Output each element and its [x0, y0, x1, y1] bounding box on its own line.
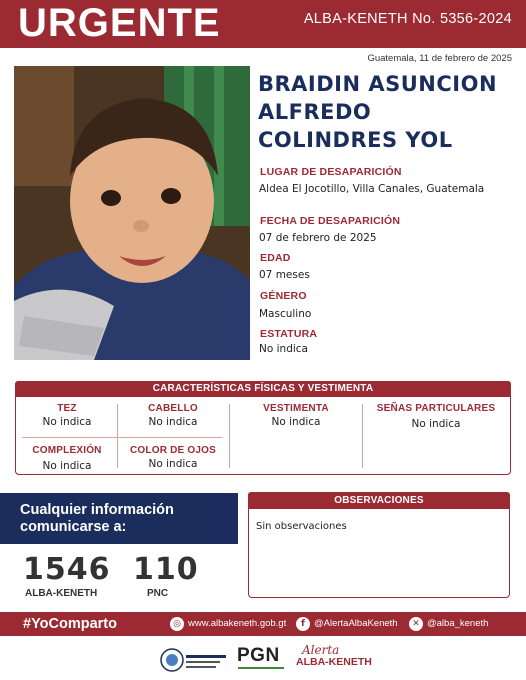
alba-keneth-logo: ALBA-KENETH: [296, 656, 372, 668]
observations-title: OBSERVACIONES: [334, 495, 424, 506]
date-value: 07 de febrero de 2025: [259, 232, 377, 244]
name-line-3: COLINDRES YOL: [258, 128, 453, 152]
marks-value: No indica: [411, 418, 461, 430]
hashtag: #YoComparto: [23, 616, 117, 632]
missing-person-name: [258, 70, 518, 154]
case-number: ALBA-KENETH No. 5356-2024: [303, 11, 512, 27]
missing-child-photo: [14, 66, 250, 360]
urgent-title: URGENTE: [18, 1, 221, 45]
build-value: No indica: [42, 460, 92, 472]
government-seal-logo: [158, 645, 228, 675]
eye-color-value: No indica: [148, 458, 198, 470]
build-label: COMPLEXIÓN: [32, 445, 102, 456]
hair-value: No indica: [148, 416, 198, 428]
contact-text: [20, 502, 230, 536]
place-label: LUGAR DE DESAPARICIÓN: [260, 166, 402, 178]
facebook-icon: f: [296, 617, 310, 631]
divider: [22, 437, 222, 438]
name-line-2: ALFREDO: [258, 100, 372, 124]
marks-label: SEÑAS PARTICULARES: [376, 403, 496, 414]
gender-value: Masculino: [259, 308, 312, 320]
observations-text: Sin observaciones: [256, 521, 347, 532]
pgn-logo: PGN: [237, 645, 280, 666]
x-icon: ✕: [409, 617, 423, 631]
contact-line-2: comunicarse a:: [20, 519, 127, 535]
x-link[interactable]: @alba_keneth: [427, 618, 489, 629]
phone-alba-keneth[interactable]: 1546: [23, 552, 111, 587]
hair-label: CABELLO: [148, 403, 198, 414]
pgn-underline: [238, 667, 284, 669]
height-value: No indica: [259, 343, 308, 355]
alerta-logo-text: Alerta: [302, 643, 340, 657]
characteristics-title: CARACTERÍSTICAS FÍSICAS Y VESTIMENTA: [152, 383, 374, 394]
phone-alba-keneth-label: ALBA-KENETH: [25, 588, 98, 599]
clothing-value: No indica: [271, 416, 321, 428]
issue-date: Guatemala, 11 de febrero de 2025: [367, 53, 512, 64]
place-value: Aldea El Jocotillo, Villa Canales, Guatemala: [259, 183, 485, 195]
tez-label: TEZ: [57, 403, 77, 414]
tez-value: No indica: [42, 416, 92, 428]
date-label: FECHA DE DESAPARICIÓN: [260, 215, 401, 227]
clothing-label: VESTIMENTA: [263, 403, 329, 414]
name-line-1: BRAIDIN ASUNCION: [258, 72, 498, 96]
phone-pnc[interactable]: 110: [133, 552, 199, 587]
age-value: 07 meses: [259, 269, 310, 281]
facebook-link[interactable]: @AlertaAlbaKeneth: [314, 618, 398, 629]
web-icon: ◎: [170, 617, 184, 631]
website-link[interactable]: www.albakeneth.gob.gt: [188, 618, 287, 629]
gender-label: GÉNERO: [260, 290, 307, 302]
contact-line-1: Cualquier información: [20, 502, 174, 518]
age-label: EDAD: [260, 252, 291, 264]
eye-color-label: COLOR DE OJOS: [130, 445, 216, 456]
height-label: ESTATURA: [260, 328, 318, 340]
phone-pnc-label: PNC: [147, 588, 169, 599]
